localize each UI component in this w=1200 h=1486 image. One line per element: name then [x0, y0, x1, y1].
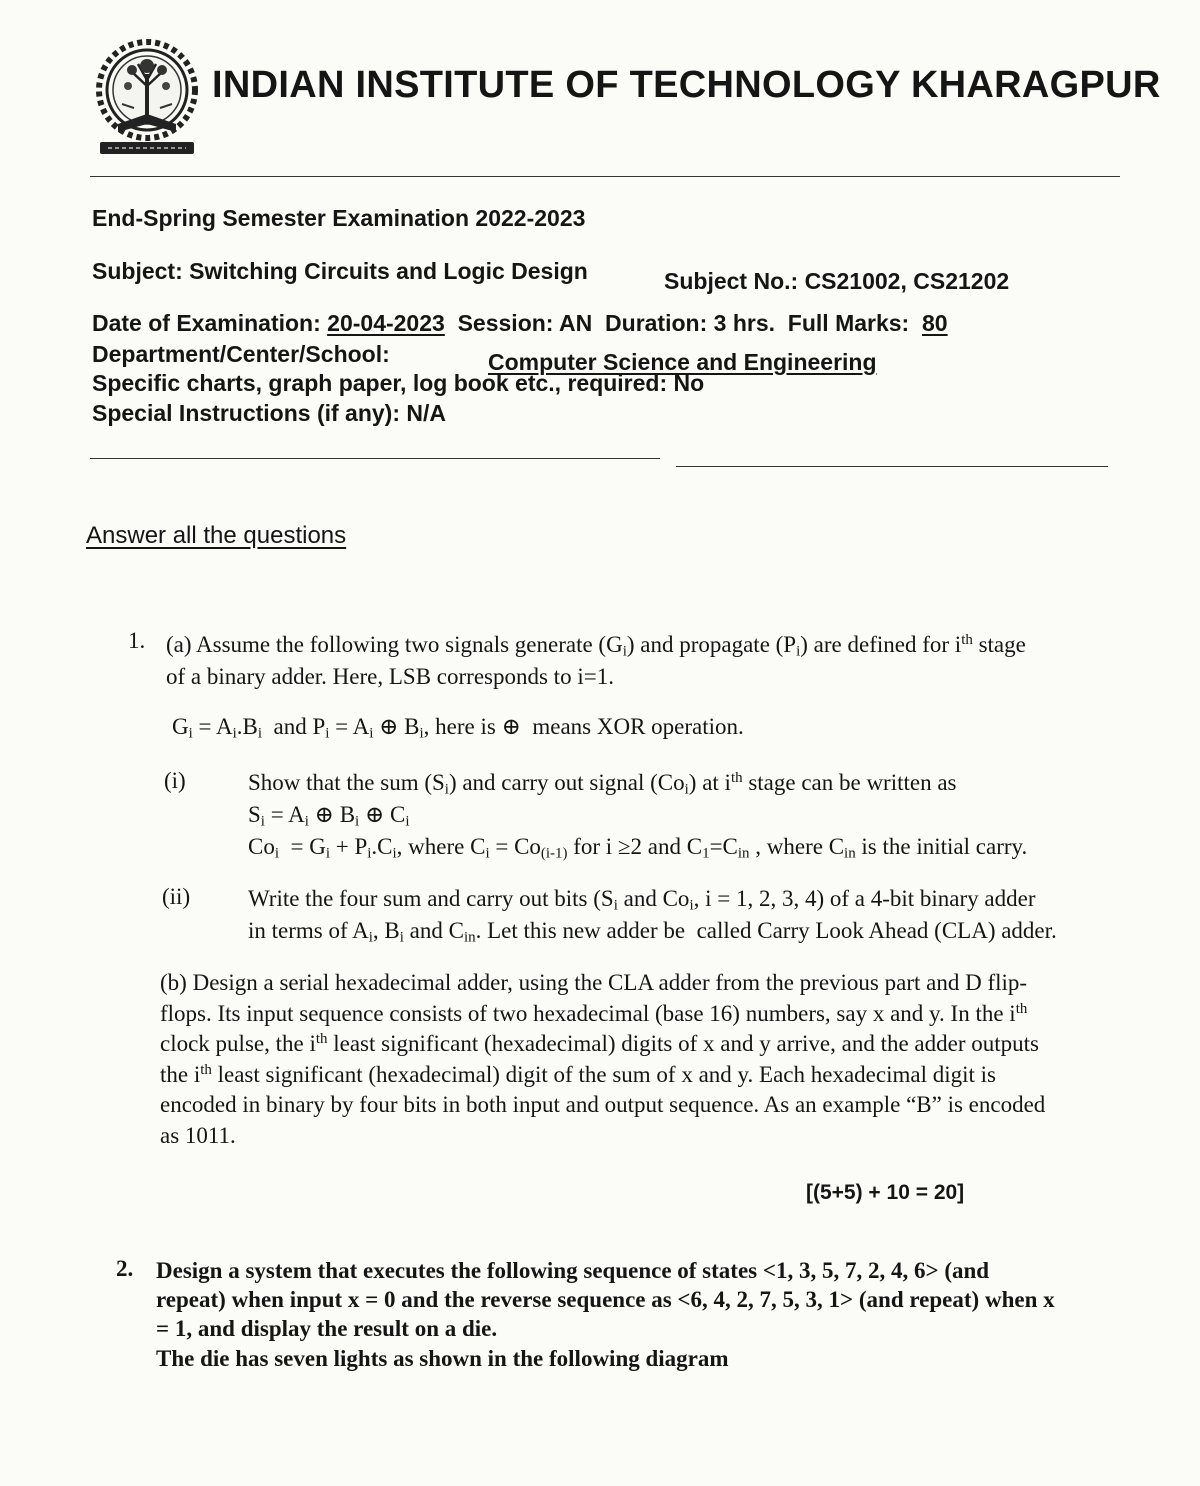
date-session-line — [92, 310, 948, 337]
subject-no-value: CS21002, CS21202 — [804, 268, 1010, 294]
meta-divider-left — [90, 458, 660, 459]
q1b-text: (b) Design a serial hexadecimal adder, using the CLA adder from the previous part and D flip- flops. Its input sequence consists of two hexadecimal (base 16) numbers, say x and y. In the $i^{th}$ clock pulse, the $i^{th}$ least significant (hexadecimal) digits of x and y arrive, and the adder outputs the $i^{th}$ least significant (hexadecimal) digit of the sum of x and y. Each hexadecimal digit is encoded in binary by four bits in both input and output sequence. As an example “B” is encoded as 1011. — [160, 970, 1046, 1148]
q1a-intro: (a) Assume the following two signals generate $(G_i)$ and propagate $(P_i)$ are defined for $i^{th}$ stage of a binary adder. Here, LSB corresponds to i=1. — [166, 631, 1026, 689]
full-marks-label: Full Marks: — [787, 310, 910, 336]
date-value: 20-04-2023 — [327, 310, 445, 336]
charts-line — [92, 370, 704, 397]
department-line — [92, 341, 390, 368]
session-value: AN — [559, 310, 593, 336]
q1a-i-text: Show that the sum $(S_i)$ and carry out signal $(Co_i)$ at $i^{th}$ stage can be written as $S_i = A_i$ ⊕ $B_i$ ⊕ $C_i$ $Co_i = G_i + P_i.C_i$, where $C_i = Co_{(i-1)}$ for i ≥2 and $C_1=C_{in}$ , where $C_{in}$ is the initial carry. — [248, 769, 1028, 862]
q2-number: 2. — [116, 1256, 134, 1281]
q1a-ii-label: (ii) — [162, 884, 191, 909]
date-label: Date of Examination: — [92, 310, 321, 336]
q1a-label: (a) — [166, 632, 192, 657]
duration-label: Duration: — [605, 310, 708, 336]
q1a-definitions: $G_i = A_i.B_i$ and $P_i = A_i$ ⊕ $B_i$, here is ⊕ means XOR operation. — [172, 714, 744, 742]
meta-divider-right — [676, 466, 1108, 467]
subject-label: Subject: — [92, 258, 183, 284]
subject-line — [92, 258, 588, 285]
subject-value: Switching Circuits and Logic Design — [189, 258, 588, 284]
full-marks-value: 80 — [922, 310, 948, 336]
q1a-i-label: (i) — [164, 768, 186, 793]
q2-line-3: = 1, and display the result on a die. — [156, 1316, 498, 1342]
duration-value: 3 hrs. — [713, 310, 776, 336]
q1b-label: (b) — [160, 970, 187, 995]
instructions: Answer all the questions — [86, 522, 347, 549]
charts-value: No — [673, 370, 705, 396]
exam-title: End-Spring Semester Examination 2022-2023 — [92, 205, 586, 231]
special-instructions-line — [92, 400, 446, 427]
department-label: Department/Center/School: — [92, 341, 390, 367]
q1a-ii-text: Write the four sum and carry out bits ($S_i$ and $Co_i$, i = 1, 2, 3, 4) of a 4-bit binary adder in terms of $A_i$, $B_i$ and $C_{in}$. Let this new adder be called Carry Look Ahead (CLA) adder. — [248, 886, 1057, 946]
subject-no-line — [664, 268, 1009, 295]
q2-text — [156, 1256, 1106, 1373]
header-divider — [90, 176, 1120, 177]
q1-marks: [(5+5) + 10 = 20] — [806, 1181, 965, 1204]
q2-line-2: repeat) when input x = 0 and the reverse sequence as <6, 4, 2, 7, 5, 3, 1> (and repeat) when x — [156, 1287, 1055, 1313]
q2-line-4: The die has seven lights as shown in the following diagram — [156, 1345, 729, 1371]
q1-number: 1. — [128, 628, 146, 653]
department-value: Computer Science and Engineering — [488, 349, 877, 375]
charts-label: Specific charts, graph paper, log book etc., required: — [92, 370, 668, 396]
q2-line-1: Design a system that executes the following sequence of states <1, 3, 5, 7, 2, 4, 6> (and — [156, 1258, 990, 1283]
subject-no-label: Subject No.: — [664, 268, 799, 294]
iit-kharagpur-logo-icon — [88, 34, 206, 160]
special-value: N/A — [406, 400, 447, 426]
institute-name: INDIAN INSTITUTE OF TECHNOLOGY KHARAGPUR — [212, 64, 1161, 106]
special-label: Special Instructions (if any): — [92, 400, 400, 426]
session-label: Session: — [457, 310, 554, 336]
